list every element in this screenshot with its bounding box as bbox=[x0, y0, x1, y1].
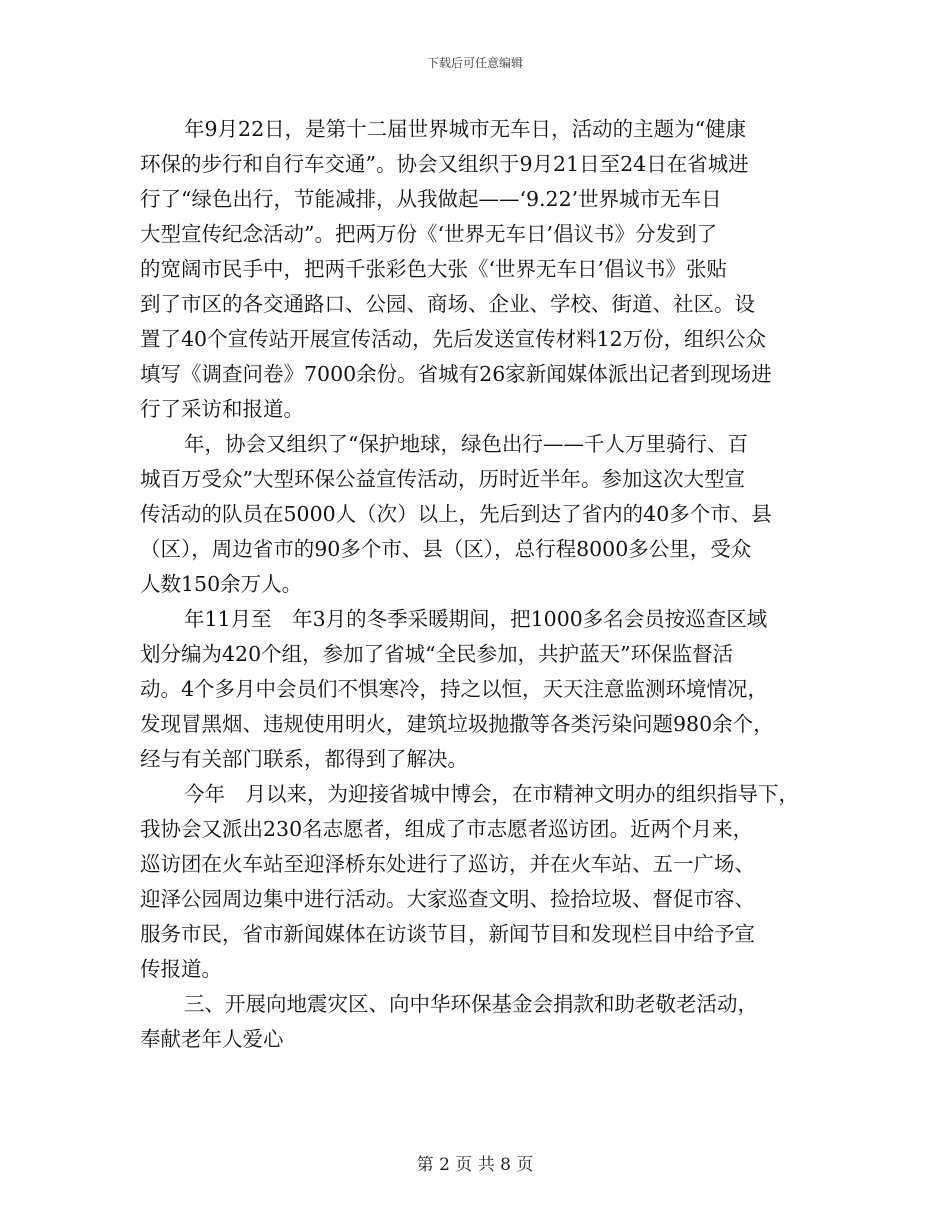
paragraph-line: 服务市民，省市新闻媒体在访谈节目，新闻节目和发现栏目中给予宣 bbox=[140, 922, 755, 946]
paragraph-line: 传报道。 bbox=[140, 957, 222, 981]
paragraph-line: 发现冒黑烟、违规使用明火，建筑垃圾抛撒等各类污染问题980余个， bbox=[140, 712, 774, 736]
paragraph-line: 传活动的队员在5000人（次）以上，先后到达了省内的40多个市、县 bbox=[140, 502, 772, 526]
section-heading-line: 三、开展向地震灾区、向中华环保基金会捐款和助老敬老活动， bbox=[184, 992, 758, 1016]
paragraph-line: 行了采访和报道。 bbox=[140, 397, 304, 421]
page-number: 第 2 页 共 8 页 bbox=[416, 1155, 534, 1175]
paragraph-line: 年9月22日，是第十二届世界城市无车日，活动的主题为“健康 bbox=[184, 117, 747, 141]
paragraph-line: 我协会又派出230名志愿者，组成了市志愿者巡访团。近两个月来， bbox=[140, 817, 754, 841]
paragraph-line: 今年 月以来，为迎接省城中博会，在市精神文明办的组织指导下， bbox=[184, 782, 799, 806]
paragraph-line: 填写《调查问卷》7000余份。省城有26家新闻媒体派出记者到现场进 bbox=[140, 362, 772, 386]
paragraph-line: 置了40个宣传站开展宣传活动，先后发送宣传材料12万份，组织公众 bbox=[140, 327, 767, 351]
paragraph-line: 经与有关部门联系，都得到了解决。 bbox=[140, 747, 468, 771]
paragraph-line: 大型宣传纪念活动”。把两万份《‘世界无车日’倡议书》分发到了 bbox=[140, 222, 718, 246]
paragraph-line: 迎泽公园周边集中进行活动。大家巡查文明、捡拾垃圾、督促市容、 bbox=[140, 887, 755, 911]
page-header: 下载后可任意编辑 bbox=[426, 56, 523, 70]
section-heading-line: 奉献老年人爱心 bbox=[140, 1027, 284, 1051]
paragraph-line: （区），周边省市的90多个市、县（区），总行程8000多公里，受众 bbox=[140, 537, 752, 561]
paragraph-line: 年，协会又组织了“保护地球，绿色出行——千人万里骑行、百 bbox=[184, 432, 748, 456]
document-body bbox=[140, 112, 820, 1057]
paragraph-line: 行了“绿色出行，节能减排，从我做起——‘9.22’世界城市无车日 bbox=[140, 187, 722, 211]
paragraph-line: 人数150余万人。 bbox=[140, 572, 303, 596]
paragraph-line: 环保的步行和自行车交通”。协会又组织于9月21日至24日在省城进 bbox=[140, 152, 749, 176]
paragraph-line: 城百万受众”大型环保公益宣传活动，历时近半年。参加这次大型宣 bbox=[140, 467, 745, 491]
paragraph-line: 的宽阔市民手中，把两千张彩色大张《‘世界无车日’倡议书》张贴 bbox=[140, 257, 728, 281]
paragraph-line: 年11月至 年3月的冬季采暖期间，把1000多名会员按巡查区域 bbox=[184, 607, 768, 631]
paragraph-line: 划分编为420个组，参加了省城“全民参加，共护蓝天”环保监督活 bbox=[140, 642, 734, 666]
paragraph-line: 巡访团在火车站至迎泽桥东处进行了巡访，并在火车站、五一广场、 bbox=[140, 852, 755, 876]
paragraph-line: 到了市区的各交通路口、公园、商场、企业、学校、街道、社区。设 bbox=[140, 292, 755, 316]
paragraph-line: 动。4个多月中会员们不惧寒冷，持之以恒，天天注意监测环境情况， bbox=[140, 677, 769, 701]
